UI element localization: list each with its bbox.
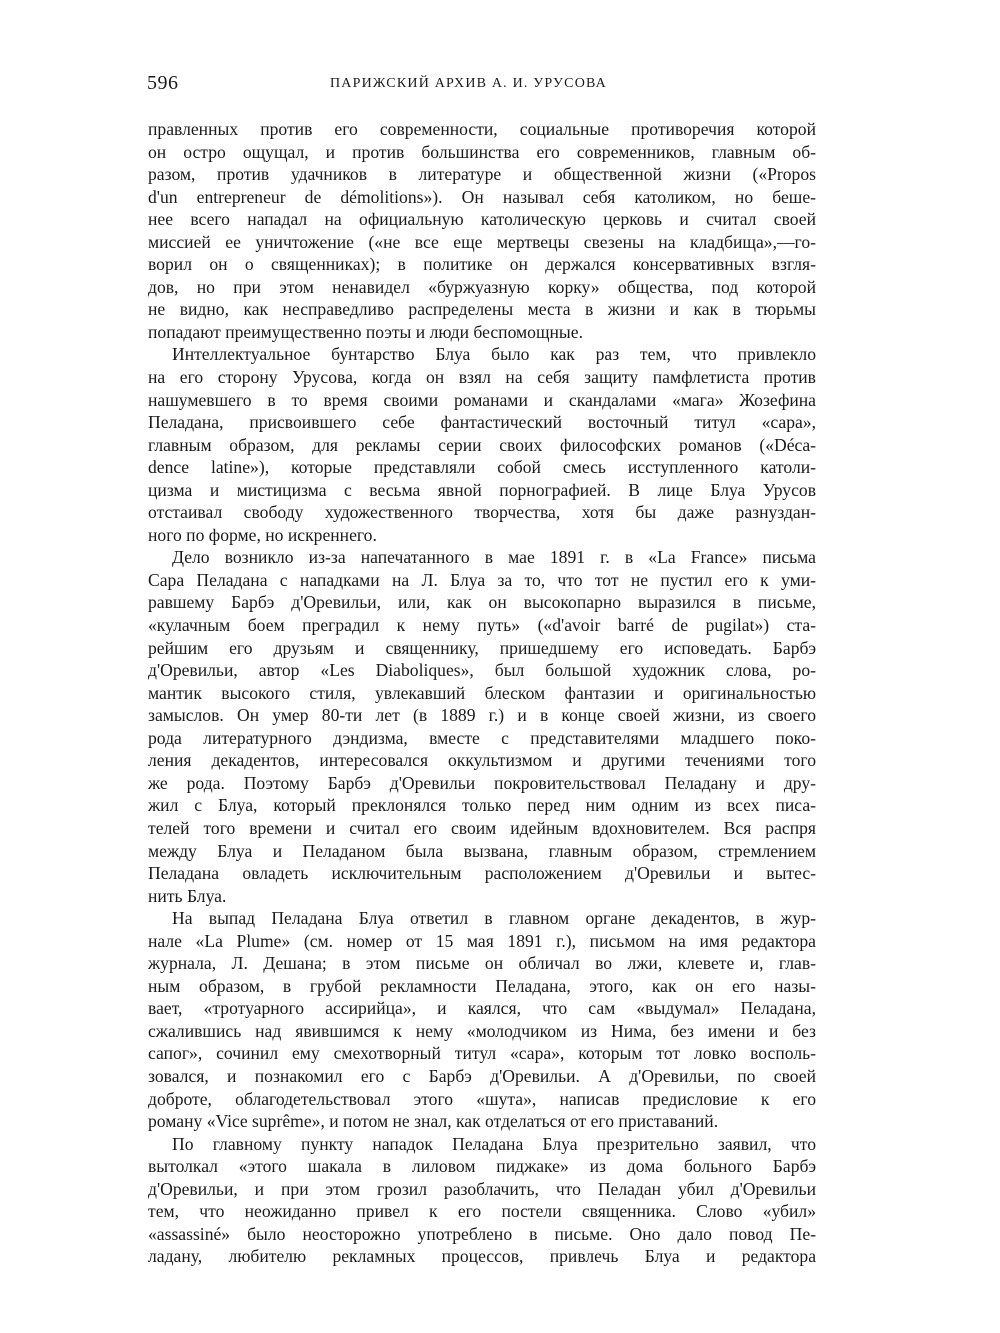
text-line: Пеладана, присвоившего себе фантастический восточный титул «сара», [148,412,816,433]
text-line: попадают преимущественно поэты и люди беспомощные. [148,321,583,342]
page-number: 596 [147,72,179,94]
text-line: ворил он о священниках); в политике он держался консервативных взгля- [148,254,816,275]
text-line: Пеладана овладеть исключительным расположением д'Оревильи и вытес- [148,863,816,884]
text-line: зовался, и познакомил его с Барбэ д'Оревильи. А д'Оревильи, по своей [148,1065,816,1086]
text-line: цизма и мистицизма с весьма явной порнографией. В лице Блуа Урусов [148,479,816,500]
text-line: доброте, облагодетельствовал этого «шута», написав предисловие к его [148,1088,816,1109]
body-text [148,118,816,1268]
text-line: Дело возникло из-за напечатанного в мае 1891 г. в «La France» письма [172,547,816,568]
paragraph [148,118,816,343]
text-line: он остро ощущал, и против большинства его современников, главным об- [148,141,816,162]
text-line: Сара Пеладана с нападками на Л. Блуа за то, что тот не пустил его к уми- [148,569,816,590]
text-line: сжалившись над явившимся к нему «молодчиком из Нима, без имени и без [148,1020,816,1041]
text-line: правленных против его современности, социальные противоречия которой [148,119,816,139]
text-line: «assassiné» было неосторожно употреблено в письме. Оно дало повод Пе- [148,1223,816,1244]
text-line: д'Оревильи, автор «Les Diaboliques», был большой художник слова, ро- [148,660,816,681]
text-line: жил с Блуа, который преклонялся только перед ним одним из всех писа- [148,795,816,816]
text-line: нале «La Plume» (см. номер от 15 мая 1891 г.), письмом на имя редактора [148,930,816,951]
text-line: замыслов. Он умер 80-ти лет (в 1889 г.) и в конце своей жизни, из своего [148,705,816,726]
text-line: вает, «тротуарного ассирийца», и каялся, что сам «выдумал» Пеладана, [148,998,816,1019]
paragraph [148,343,816,546]
text-line: отстаивал свободу художественного творчества, хотя бы даже разнуздан- [148,502,816,523]
text-line: между Блуа и Пеладаном была вызвана, главным образом, стремлением [148,840,816,861]
text-line: дов, но при этом ненавидел «буржуазную корку» общества, под которой [148,276,816,297]
paragraph [148,907,816,1132]
text-line: равшему Барбэ д'Оревильи, или, как он высокопарно выразился в письме, [148,592,816,613]
text-line: телей того времени и считал его своим идейным вдохновителем. Вся распря [148,817,816,838]
text-line: нить Блуа. [148,885,227,906]
text-line: сапог», сочинил ему смехотворный титул «сара», которым тот ловко восполь- [148,1043,816,1064]
text-line: мантик высокого стиля, увлекавший блеском фантазии и оригинальностью [148,682,816,703]
text-line: разом, против удачников в литературе и общественной жизни («Propos [148,164,816,185]
text-line: ного по форме, но искреннего. [148,524,377,545]
paragraph [148,1133,816,1268]
text-line: д'Оревильи, и при этом грозил разоблачить, что Пеладан убил д'Оревильи [148,1178,816,1199]
text-line: не видно, как несправедливо распределены места в жизни и как в тюрьмы [148,299,816,320]
text-line: нее всего нападал на официальную католическую церковь и считал своей [148,209,816,230]
text-line: dence latine»), которые представляли собой смесь исступленного католи- [148,457,816,478]
text-line: нашумевшего в то время своими романами и скандалами «мага» Жозефина [148,389,816,410]
text-line: ным образом, в грубой рекламности Пеладана, этого, как он его назы- [148,975,816,996]
text-line: миссией ее уничтожение («не все еще мертвецы свезены на кладбища»,—го- [148,231,816,252]
text-line: рейшим его друзьям и священнику, пришедшему его исповедать. Барбэ [148,637,816,658]
text-line: По главному пункту нападок Пеладана Блуа презрительно заявил, что [172,1133,816,1154]
text-line: роману «Vice suprême», и потом не знал, как отделаться от его приставаний. [148,1111,719,1132]
text-line: тем, что неожиданно привел к его постели священника. Слово «убил» [148,1201,816,1222]
text-line: же рода. Поэтому Барбэ д'Оревильи покровительствовал Пеладану и дру- [148,772,816,793]
text-line: «кулачным боем преградил к нему путь» («d'avoir barré de pugilat») ста- [148,615,816,636]
text-line: ладану, любителю рекламных процессов, привлечь Блуа и редактора [148,1246,816,1267]
text-line: журнала, Л. Дешана; в этом письме он обличал во лжи, клевете и, глав- [148,953,816,974]
text-line: d'un entrepreneur de démolitions»). Он называл себя католиком, но беше- [148,186,816,207]
text-line: рода литературного дэндизма, вместе с представителями младшего поко- [148,727,816,748]
text-line: на его сторону Урусова, когда он взял на себя защиту памфлетиста против [148,367,816,388]
text-line: На выпад Пеладана Блуа ответил в главном органе декадентов, в жур- [172,908,816,929]
paragraph [148,546,816,907]
text-line: Интеллектуальное бунтарство Блуа было как раз тем, что привлекло [172,344,816,365]
text-line: главным образом, для рекламы серии своих философских романов («Déca- [148,434,816,455]
text-line: ления декадентов, интересовался оккультизмом и другими течениями того [148,750,816,771]
running-head: ПАРИЖСКИЙ АРХИВ А. И. УРУСОВА [330,76,607,91]
text-line: вытолкал «этого шакала в лиловом пиджаке» из дома больного Барбэ [148,1156,816,1177]
